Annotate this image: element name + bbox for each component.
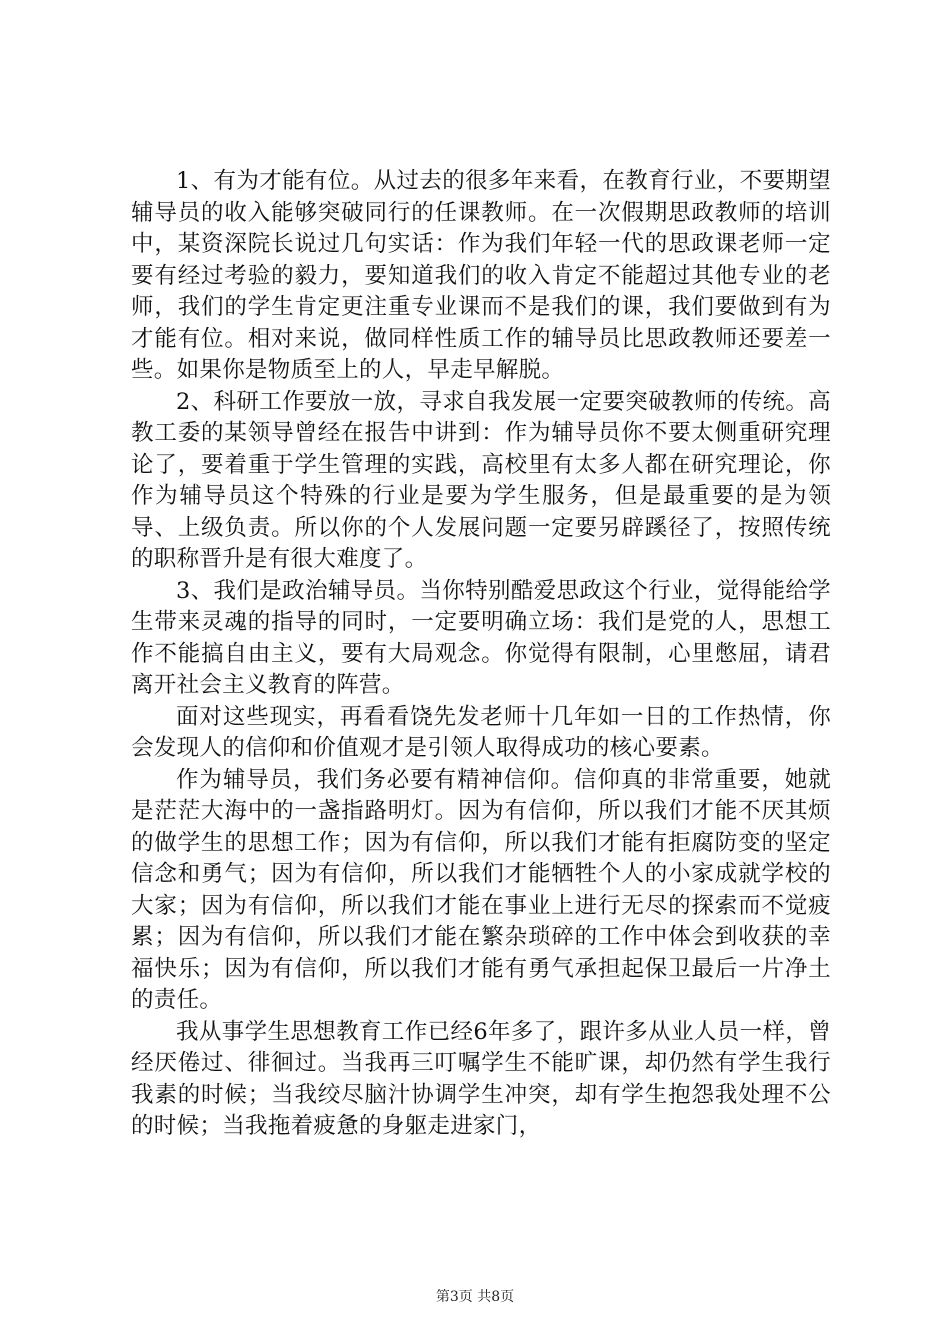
- page-footer: 第3页 共8页: [435, 1289, 515, 1305]
- paragraph: 面对这些现实，再看看饶先发老师十几年如一日的工作热情，你会发现人的信仰和价值观才是引领人取得成功的核心要素。: [131, 703, 831, 761]
- document-body: [131, 166, 831, 1143]
- paragraph: 作为辅导员，我们务必要有精神信仰。信仰真的非常重要，她就是茫茫大海中的一盏指路明灯。因为有信仰，所以我们才能不厌其烦的做学生的思想工作；因为有信仰，所以我们才能有拒腐防变的坚定信念和勇气；因为有信仰，所以我们才能牺牲个人的小家成就学校的大家；因为有信仰，所以我们才能在事业上进行无尽的探索而不觉疲累；因为有信仰，所以我们才能在繁杂琐碎的工作中体会到收获的幸福快乐；因为有信仰，所以我们才能有勇气承担起保卫最后一片净土的责任。: [131, 766, 831, 1013]
- paragraph: 我从事学生思想教育工作已经6年多了，跟许多从业人员一样，曾经厌倦过、徘徊过。当我再三叮嘱学生不能旷课，却仍然有学生我行我素的时候；当我绞尽脑汁协调学生冲突，却有学生抱怨我处理不公的时候；当我拖着疲惫的身躯走进家门，: [131, 1018, 831, 1139]
- paragraph: 3、我们是政治辅导员。当你特别酷爱思政这个行业，觉得能给学生带来灵魂的指导的同时，一定要明确立场：我们是党的人，思想工作不能搞自由主义，要有大局观念。你觉得有限制，心里憋屈，请君离开社会主义教育的阵营。: [131, 577, 831, 698]
- paragraph: 1、有为才能有位。从过去的很多年来看，在教育行业，不要期望辅导员的收入能够突破同行的任课教师。在一次假期思政教师的培训中，某资深院长说过几句实话：作为我们年轻一代的思政课老师一定要有经过考验的毅力，要知道我们的收入肯定不能超过其他专业的老师，我们的学生肯定更注重专业课而不是我们的课，我们要做到有为才能有位。相对来说，做同样性质工作的辅导员比思政教师还要差一些。如果你是物质至上的人，早走早解脱。: [131, 168, 831, 383]
- paragraph: 2、科研工作要放一放，寻求自我发展一定要突破教师的传统。高教工委的某领导曾经在报告中讲到：作为辅导员你不要太侧重研究理论了，要着重于学生管理的实践，高校里有太多人都在研究理论，你作为辅导员这个特殊的行业是要为学生服务，但是最重要的是为领导、上级负责。所以你的个人发展问题一定要另辟蹊径了，按照传统的职称晋升是有很大难度了。: [131, 388, 831, 572]
